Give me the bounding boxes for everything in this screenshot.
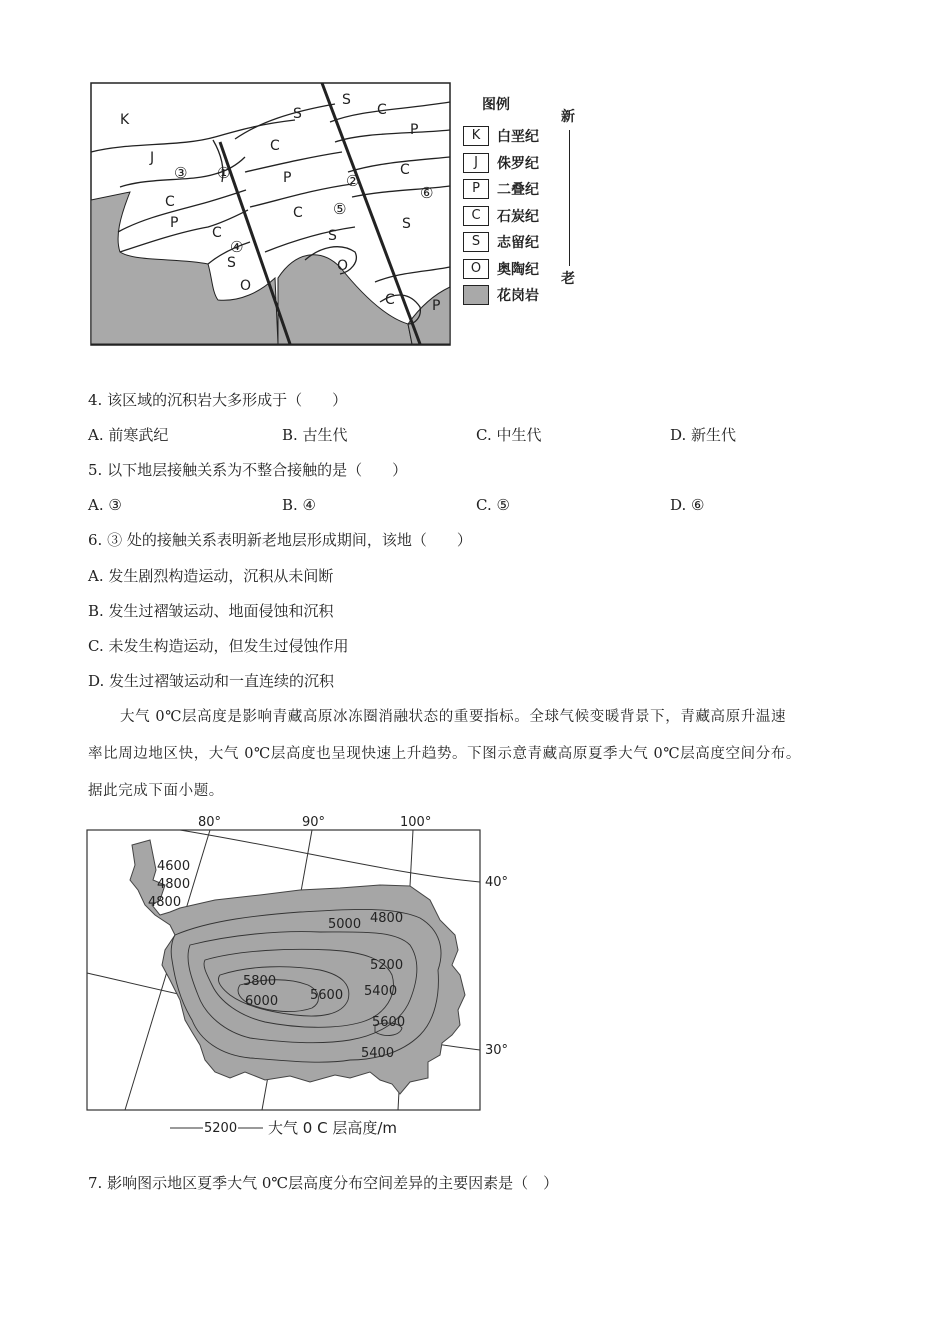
legend-swatch: P xyxy=(463,179,489,199)
label-C: C xyxy=(165,194,175,210)
label-S: S xyxy=(342,92,351,108)
label-P: P xyxy=(283,170,292,186)
label-P: P xyxy=(432,298,441,314)
legend-item xyxy=(463,177,563,199)
contour-label: 4800 xyxy=(370,911,404,926)
q5-option-c[interactable]: C. ⑤ xyxy=(476,496,510,514)
contour-label: 6000 xyxy=(245,994,279,1009)
legend-label: 侏罗纪 xyxy=(497,155,539,172)
lon-label-100: 100° xyxy=(400,815,432,830)
legend-swatch: J xyxy=(463,153,489,173)
question-4-stem: 4. 该区域的沉积岩大多形成于（ ） xyxy=(88,391,348,409)
label-J: J xyxy=(150,150,155,166)
passage-line-2: 率比周边地区快，大气 0℃层高度也呈现快速上升趋势。下图示意青藏高原夏季大气 0℃层高度空间分布。 xyxy=(88,746,802,762)
legend-label: 花岗岩 xyxy=(497,288,539,304)
geologic-map xyxy=(90,82,452,348)
age-new-label: 新 xyxy=(561,109,575,125)
q6-option-a[interactable]: A. 发生剧烈构造运动，沉积从未间断 xyxy=(88,567,334,585)
legend-item xyxy=(463,124,563,146)
q4-option-a[interactable]: A. 前寒武纪 xyxy=(88,426,169,444)
contact-3: ③ xyxy=(174,164,188,182)
legend-swatch: O xyxy=(463,259,489,279)
contour-label: 5600 xyxy=(310,988,344,1003)
label-S: S xyxy=(293,106,302,122)
contour-label: 5400 xyxy=(361,1046,395,1061)
legend-title: 图例 xyxy=(482,97,510,113)
q5-option-d[interactable]: D. ⑥ xyxy=(670,496,705,514)
label-C: C xyxy=(377,102,387,118)
contour-label: 5200 xyxy=(370,958,404,973)
contour-label: 4600 xyxy=(157,859,191,874)
contour-label: 5400 xyxy=(364,984,398,999)
legend-item xyxy=(463,283,563,305)
label-S: S xyxy=(227,255,236,271)
legend-swatch: K xyxy=(463,126,489,146)
lon-label-80: 80° xyxy=(198,815,222,830)
legend-label: 奥陶纪 xyxy=(497,261,539,278)
legend-swatch: S xyxy=(463,232,489,252)
q4-option-d[interactable]: D. 新生代 xyxy=(670,426,737,444)
q6-option-b[interactable]: B. 发生过褶皱运动、地面侵蚀和沉积 xyxy=(88,602,334,620)
lat-label-40: 40° xyxy=(485,875,509,890)
q4-option-c[interactable]: C. 中生代 xyxy=(476,426,542,444)
contour-label: 5000 xyxy=(328,917,362,932)
legend-label: 志留纪 xyxy=(497,235,539,251)
passage-line-3: 据此完成下面小题。 xyxy=(88,783,224,799)
q6-option-d[interactable]: D. 发生过褶皱运动和一直连续的沉积 xyxy=(88,672,335,690)
passage-line-1: 大气 0℃层高度是影响青藏高原冰冻圈消融状态的重要指标。全球气候变暖背景下，青藏高原升温速 xyxy=(120,709,787,725)
q6-option-c[interactable]: C. 未发生构造运动，但发生过侵蚀作用 xyxy=(88,637,349,655)
legend-item xyxy=(463,230,563,252)
contour-label: 5800 xyxy=(243,974,277,989)
label-C: C xyxy=(400,162,410,178)
q5-option-a[interactable]: A. ③ xyxy=(88,496,122,514)
contact-6: ⑥ xyxy=(420,184,434,202)
legend-label: 石炭纪 xyxy=(497,208,539,225)
legend-swatch: C xyxy=(463,206,489,226)
label-O: O xyxy=(240,278,252,294)
label-S: S xyxy=(328,228,337,244)
contact-4: ④ xyxy=(230,238,244,256)
legend-line-value: 5200 xyxy=(204,1121,238,1136)
contact-2: ② xyxy=(346,172,360,190)
contact-5: ⑤ xyxy=(333,200,347,218)
contour-label: 4800 xyxy=(157,877,191,892)
contour-label: 5600 xyxy=(372,1015,406,1030)
age-axis-line xyxy=(569,130,570,266)
label-C: C xyxy=(212,225,222,241)
label-C: C xyxy=(270,138,280,154)
q4-option-b[interactable]: B. 古生代 xyxy=(282,426,348,444)
legend-label: 白垩纪 xyxy=(497,129,539,145)
q5-option-b[interactable]: B. ④ xyxy=(282,496,317,514)
question-5-stem: 5. 以下地层接触关系为不整合接触的是（ ） xyxy=(88,461,408,479)
label-P: P xyxy=(410,122,419,138)
label-O: O xyxy=(337,258,349,274)
legend-caption: 大气 0 C 层高度/m xyxy=(268,1119,397,1137)
label-K: K xyxy=(120,112,130,128)
contour-label: 4800 xyxy=(148,895,182,910)
label-S: S xyxy=(402,216,411,232)
contact-1: ① xyxy=(217,164,231,182)
plateau-map xyxy=(80,810,520,1145)
legend-item xyxy=(463,204,563,226)
legend-item xyxy=(463,151,563,173)
question-7-stem: 7. 影响图示地区夏季大气 0℃层高度分布空间差异的主要因素是（ ） xyxy=(88,1174,559,1192)
age-old-label: 老 xyxy=(561,271,575,287)
label-P: P xyxy=(170,215,179,231)
label-C: C xyxy=(293,205,303,221)
question-6-stem: 6. ③ 处的接触关系表明新老地层形成期间，该地（ ） xyxy=(88,531,472,549)
legend-item xyxy=(463,257,563,279)
lon-label-90: 90° xyxy=(302,815,326,830)
lat-label-30: 30° xyxy=(485,1043,509,1058)
label-C: C xyxy=(385,292,395,308)
legend-label: 二叠纪 xyxy=(497,182,539,198)
legend-swatch-granite xyxy=(463,285,489,305)
